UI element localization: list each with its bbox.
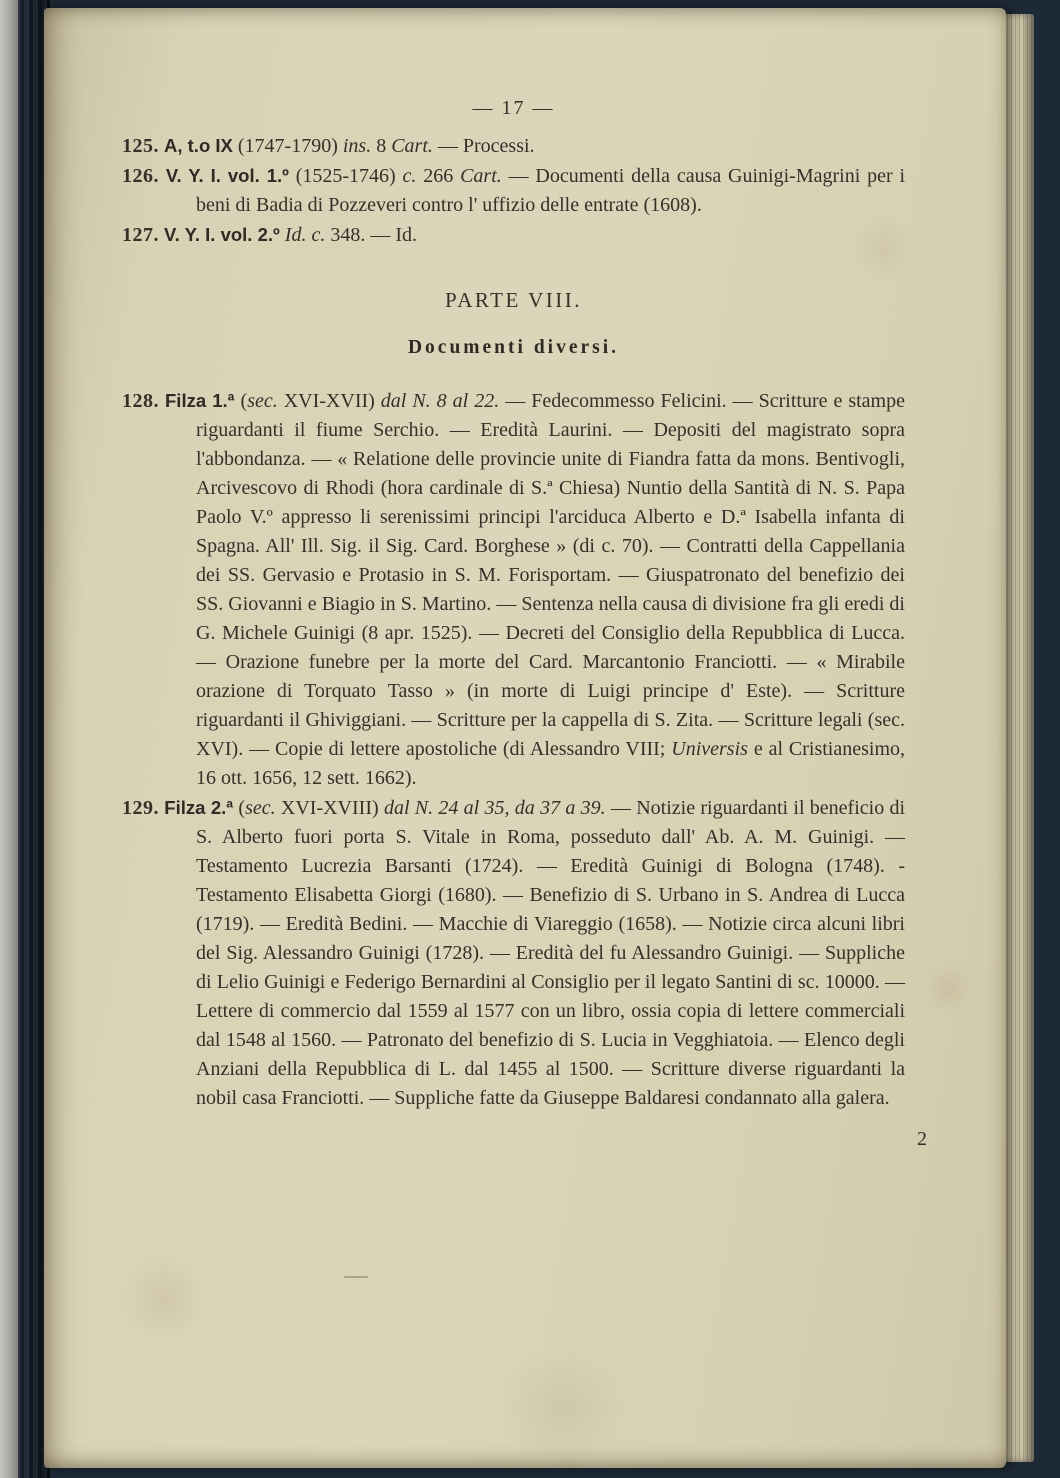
- entry-text-segment: — Notizie riguardanti il beneficio di S. Alberto fuori porta S. Vitale in Roma, posseduto dall' Ab. A. M. Guinigi. — Testamento Lucrezia Barsanti (1724). — Eredità Guinigi di Bologna (1748). - Testamento Elisabetta Giorgi (1680). — Benefizio di S. Urbano in S. Andrea di Lucca (1719). — Eredità Bedini. — Macchie di Viareggio (1658). — Notizie circa alcuni libri del Sig. Alessandro Guinigi (1728). — Eredità del fu Alessandro Guinigi. — Suppliche di Lelio Guinigi e Federigo Bernardini al Consiglio per il legato Santini di sc. 10000. — Lettere di commercio dal 1559 al 1577 con un libro, ossia copia di lettere commerciali dal 1548 al 1560. — Patronato del benefizio di S. Lucia in Vegghiatoia. — Elenco degli Anziani della Repubblica di L. dal 1455 al 1500. — Scritture diverse riguardanti la nobil casa Franciotti. — Suppliche fatte da Giuseppe Baldaresi condannato alla galera.: [196, 797, 906, 1109]
- page-content: [44, 8, 1006, 1154]
- entry-text-segment: ins.: [342, 135, 372, 157]
- entry-text-segment: (: [233, 797, 246, 819]
- entry-number: 126.: [122, 165, 159, 187]
- entry-text-segment: e al Cristianesimo, 16 ott. 1656, 12 sett. 1662).: [196, 738, 906, 789]
- entry-text-segment: dal N. 24 al 35, da 37 a 39.: [383, 797, 606, 819]
- stacked-page-edges: [1004, 14, 1034, 1462]
- section-subtitle: Documenti diversi.: [407, 337, 620, 358]
- entry-text-segment: Cart.: [460, 165, 502, 187]
- entry-label: A, t.o IX: [164, 135, 233, 156]
- part-heading: PARTE VIII.: [444, 288, 583, 312]
- entry-text-segment: (1525-1746): [288, 165, 403, 187]
- catalog-entry: [122, 131, 905, 161]
- entry-text-segment: (: [234, 390, 248, 412]
- entry-text-segment: XVI-XVII): [277, 390, 381, 412]
- entry-number: 125.: [122, 135, 159, 157]
- book-page: [44, 8, 1006, 1468]
- page-number-footer: 2: [917, 1128, 927, 1150]
- entry-text-segment: 266: [416, 165, 461, 187]
- entry-number: 128.: [122, 390, 159, 412]
- catalog-entry: [122, 793, 905, 1113]
- entry-text-segment: Universis: [671, 738, 748, 760]
- catalog-entry: [122, 161, 905, 220]
- entry-text-segment: XVI-XVIII): [275, 797, 384, 819]
- entry-label: Filza 2.ª: [164, 797, 234, 818]
- entry-text-segment: — Fedecommesso Felicini. — Scritture e stampe riguardanti il fiume Serchio. — Eredità Laurini. — Depositi del magistrato sopra l'abbondanza. — « Relatione delle provincie unite di Fiandra fatta da mons. Bentivogli, Arcivescovo di Rhodi (hora cardinale di S.ª Chiesa) Nuntio della Santità di N. S. Papa Paolo V.º appresso li serenissimi principi l'arciduca Alberto e D.ª Isabella infanta di Spagna. All' Ill. Sig. il Sig. Card. Borghese » (di c. 70). — Contratti della Cappellania dei SS. Gervasio e Protasio in S. M. Forisportam. — Giuspatronato del benefizio dei SS. Giovanni e Biagio in S. Martino. — Sentenza nella causa di divisione fra gli eredi di G. Michele Guinigi (8 apr. 1525). — Decreti del Consiglio della Repubblica di Lucca. — Orazione funebre per la morte del Card. Marcantonio Franciotti. — « Mirabile orazione di Torquato Tasso » (in morte di Luigi principe d' Este). — Scritture riguardanti il Ghiviggiani. — Scritture per la cappella di S. Zita. — Scritture legali (sec. XVI). — Copie di lettere apostoliche (di Alessandro VIII;: [196, 390, 905, 760]
- entry-text-segment: 8: [371, 135, 392, 157]
- entry-text-segment: sec.: [245, 797, 276, 819]
- entry-text-segment: c.: [402, 165, 417, 187]
- catalog-entry: [122, 220, 905, 250]
- entries-top-section: [122, 131, 905, 250]
- entry-text-segment: sec.: [247, 390, 278, 412]
- entry-text-segment: (1747-1790): [232, 135, 343, 157]
- entry-label: Filza 1.ª: [165, 390, 235, 411]
- entry-text-segment: 348. — Id.: [325, 224, 417, 246]
- catalog-entry: [122, 386, 905, 793]
- entries-main-section: [122, 386, 905, 1113]
- entry-text-segment: Id. c.: [284, 224, 326, 246]
- entry-text-segment: Cart.: [391, 135, 433, 157]
- page-number-header: — 17 —: [472, 97, 555, 119]
- entry-label: V. Y. I. vol. 1.º: [165, 165, 289, 186]
- entry-label: V. Y. I. vol. 2.º: [164, 224, 280, 245]
- entry-text-segment: — Documenti della causa Guinigi-Magrini per i beni di Badia di Pozzeveri contro l' uffizio delle entrate (1608).: [196, 165, 906, 216]
- entry-text-segment: dal N. 8 al 22.: [380, 390, 500, 412]
- book-left-edge: [0, 0, 18, 1478]
- entry-text-segment: — Processi.: [432, 135, 535, 157]
- paper-mark: [344, 1276, 368, 1278]
- entry-number: 129.: [122, 797, 159, 819]
- entry-number: 127.: [122, 224, 159, 246]
